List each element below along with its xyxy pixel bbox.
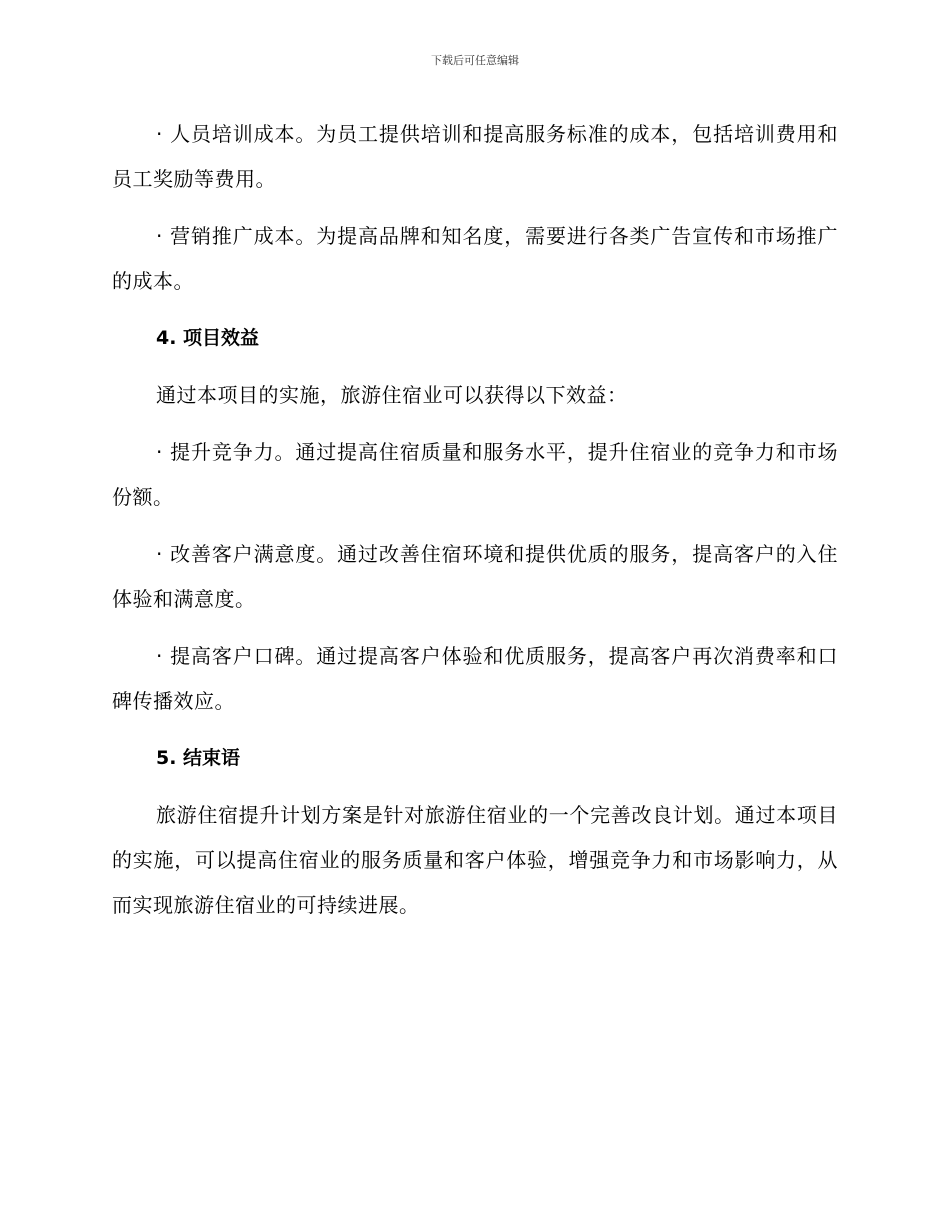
- conclusion-paragraph: 旅游住宿提升计划方案是针对旅游住宿业的一个完善改良计划。通过本项目的实施，可以提高住宿业的服务质量和客户体验，增强竞争力和市场影响力，从而实现旅游住宿业的可持续进展。: [112, 803, 838, 917]
- section-heading-benefits: 4. 项目效益: [156, 327, 260, 349]
- bullet-satisfaction: · 改善客户满意度。通过改善住宿环境和提供优质的服务，提高客户的入住体验和满意度。: [112, 542, 838, 611]
- benefits-intro: 通过本项目的实施，旅游住宿业可以获得以下效益：: [156, 383, 628, 407]
- bullet-competitiveness: · 提升竞争力。通过提高住宿质量和服务水平，提升住宿业的竞争力和市场份额。: [112, 440, 838, 509]
- bullet-training-cost: · 人员培训成本。为员工提供培训和提高服务标准的成本，包括培训费用和员工奖励等费用。: [112, 122, 838, 191]
- section-heading-conclusion: 5. 结束语: [156, 747, 241, 769]
- bullet-reputation: · 提高客户口碑。通过提高客户体验和优质服务，提高客户再次消费率和口碑传播效应。: [112, 644, 838, 713]
- page-header: 下载后可任意编辑: [431, 54, 519, 67]
- document-body: [112, 112, 838, 928]
- bullet-marketing-cost: · 营销推广成本。为提高品牌和知名度，需要进行各类广告宣传和市场推广的成本。: [112, 224, 838, 293]
